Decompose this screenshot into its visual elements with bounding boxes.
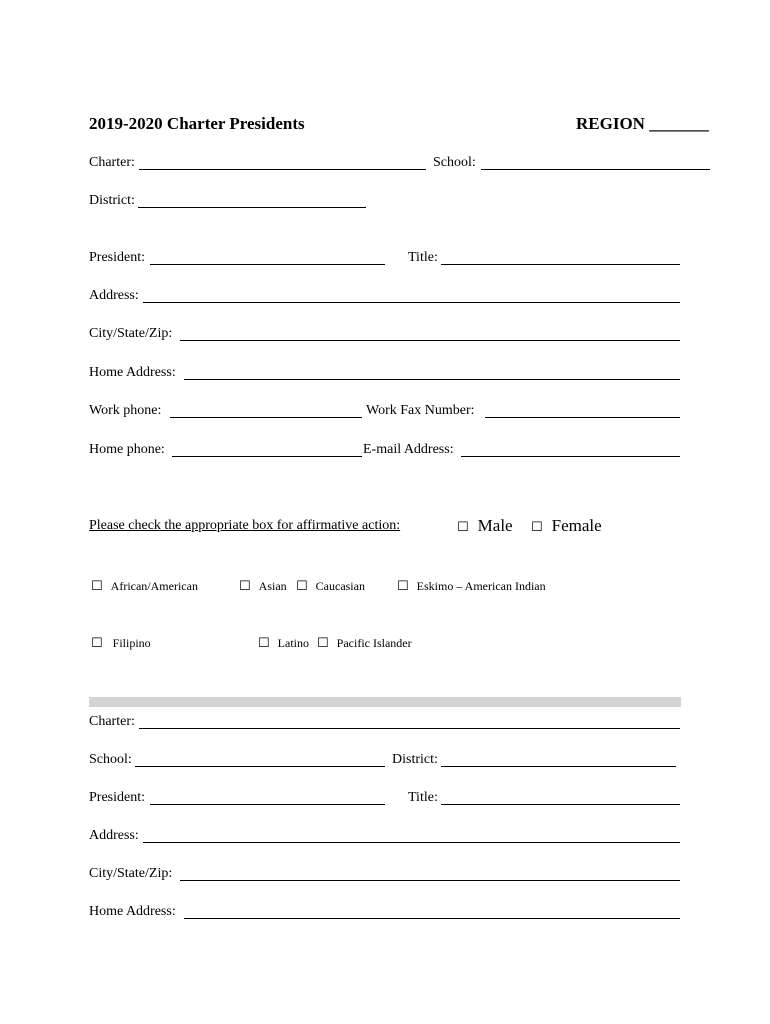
home-address-field[interactable] bbox=[184, 379, 680, 380]
male-label: Male bbox=[477, 516, 513, 535]
african-american-label: African/American bbox=[110, 579, 198, 593]
city-state-zip-field-2[interactable] bbox=[180, 880, 680, 881]
address-field[interactable] bbox=[143, 302, 680, 303]
home-address-field-2[interactable] bbox=[184, 918, 680, 919]
latino-checkbox[interactable]: ☐ bbox=[258, 636, 270, 651]
asian-checkbox[interactable]: ☐ bbox=[239, 579, 251, 594]
school-label: School: bbox=[433, 155, 476, 170]
female-label: Female bbox=[551, 516, 602, 535]
district-label-2: District: bbox=[392, 752, 438, 767]
filipino-label: Filipino bbox=[112, 636, 151, 650]
filipino-checkbox[interactable]: ☐ bbox=[91, 636, 103, 651]
president-label: President: bbox=[89, 250, 145, 265]
home-phone-field[interactable] bbox=[172, 456, 362, 457]
male-checkbox[interactable]: ☐ bbox=[457, 520, 469, 535]
eskimo-american-indian-label: Eskimo – American Indian bbox=[416, 579, 546, 593]
president-label-2: President: bbox=[89, 790, 145, 805]
city-state-zip-label: City/State/Zip: bbox=[89, 326, 173, 341]
home-phone-label: Home phone: bbox=[89, 442, 165, 457]
caucasian-option[interactable] bbox=[296, 577, 365, 595]
work-fax-field[interactable] bbox=[485, 417, 680, 418]
male-option[interactable] bbox=[457, 516, 513, 536]
president-field-2[interactable] bbox=[150, 804, 385, 805]
city-state-zip-label-2: City/State/Zip: bbox=[89, 866, 173, 881]
address-field-2[interactable] bbox=[143, 842, 680, 843]
african-american-option[interactable] bbox=[91, 577, 198, 595]
asian-option[interactable] bbox=[239, 577, 287, 595]
district-field-2[interactable] bbox=[441, 766, 676, 767]
title-field[interactable] bbox=[441, 264, 680, 265]
school-field-2[interactable] bbox=[135, 766, 385, 767]
section-divider bbox=[89, 697, 681, 707]
pacific-islander-label: Pacific Islander bbox=[336, 636, 412, 650]
eskimo-american-indian-option[interactable] bbox=[397, 577, 546, 595]
city-state-zip-field[interactable] bbox=[180, 340, 680, 341]
address-label: Address: bbox=[89, 288, 139, 303]
email-field[interactable] bbox=[461, 456, 680, 457]
district-label: District: bbox=[89, 193, 135, 208]
affirmative-action-prompt: Please check the appropriate box for affirmative action: bbox=[89, 518, 401, 533]
charter-label-2: Charter: bbox=[89, 714, 135, 729]
home-address-label-2: Home Address: bbox=[89, 904, 176, 919]
charter-field-2[interactable] bbox=[139, 728, 680, 729]
title-label-2: Title: bbox=[408, 790, 438, 805]
female-checkbox[interactable]: ☐ bbox=[531, 520, 543, 535]
latino-label: Latino bbox=[277, 636, 309, 650]
form-title: 2019-2020 Charter Presidents bbox=[89, 114, 305, 133]
african-american-checkbox[interactable]: ☐ bbox=[91, 579, 103, 594]
address-label-2: Address: bbox=[89, 828, 139, 843]
eskimo-american-indian-checkbox[interactable]: ☐ bbox=[397, 579, 409, 594]
title-field-2[interactable] bbox=[441, 804, 680, 805]
work-fax-label: Work Fax Number: bbox=[366, 403, 475, 418]
title-label: Title: bbox=[408, 250, 438, 265]
pacific-islander-checkbox[interactable]: ☐ bbox=[317, 636, 329, 651]
charter-label: Charter: bbox=[89, 155, 135, 170]
region-label: REGION _______ bbox=[576, 114, 709, 133]
school-label-2: School: bbox=[89, 752, 132, 767]
charter-field[interactable] bbox=[139, 169, 426, 170]
latino-option[interactable] bbox=[258, 634, 309, 652]
pacific-islander-option[interactable] bbox=[317, 634, 412, 652]
caucasian-checkbox[interactable]: ☐ bbox=[296, 579, 308, 594]
president-field[interactable] bbox=[150, 264, 385, 265]
email-label: E-mail Address: bbox=[363, 442, 454, 457]
asian-label: Asian bbox=[258, 579, 287, 593]
caucasian-label: Caucasian bbox=[315, 579, 365, 593]
home-address-label: Home Address: bbox=[89, 365, 176, 380]
work-phone-field[interactable] bbox=[170, 417, 362, 418]
school-field[interactable] bbox=[481, 169, 710, 170]
work-phone-label: Work phone: bbox=[89, 403, 162, 418]
filipino-option[interactable] bbox=[91, 634, 151, 652]
district-field[interactable] bbox=[138, 207, 366, 208]
female-option[interactable] bbox=[531, 516, 602, 536]
